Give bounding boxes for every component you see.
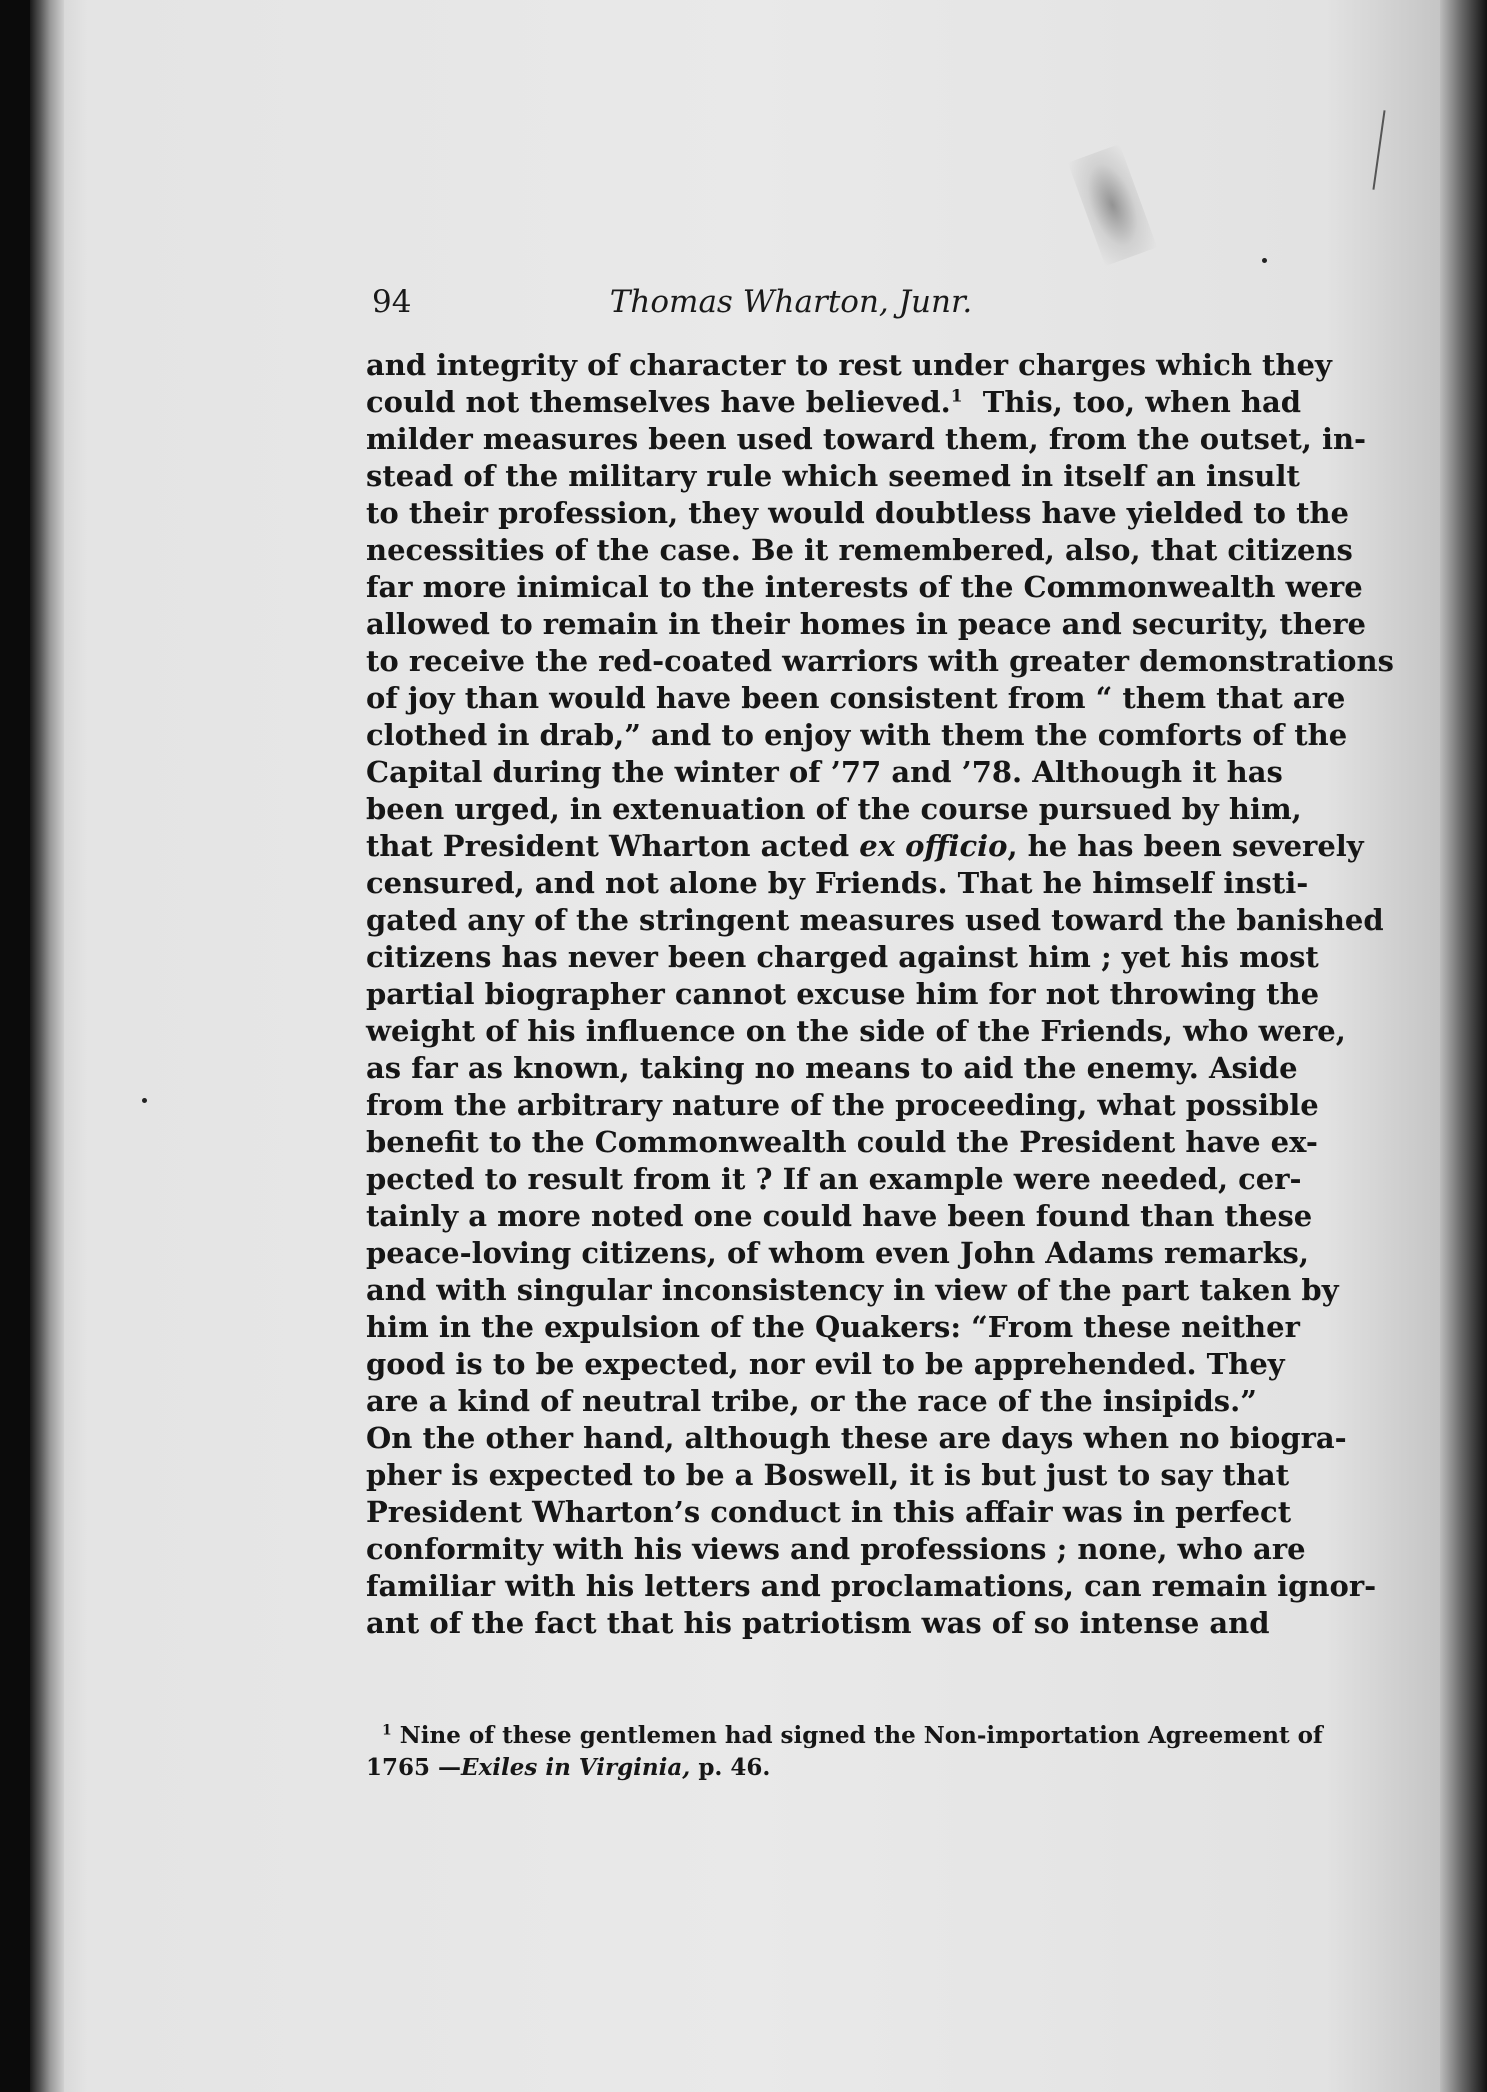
text-line: and with singular inconsistency in view of the part taken by [366, 1273, 1339, 1307]
text-line: of joy than would have been consistent from “ them that are [366, 681, 1346, 715]
text-line: clothed in drab,” and to enjoy with them the comforts of the [366, 718, 1348, 752]
text-line: pher is expected to be a Boswell, it is but just to say that [366, 1458, 1290, 1492]
text-line: citizens has never been charged against him ; yet his most [366, 940, 1319, 974]
text-line: pected to result from it ? If an example were needed, cer- [366, 1162, 1302, 1196]
italic-phrase: ex officio [859, 829, 1008, 863]
footnote [366, 1720, 1323, 1784]
text-line: to their profession, they would doubtless have yielded to the [366, 496, 1349, 530]
text-line: are a kind of neutral tribe, or the race of the insipids.” [366, 1384, 1257, 1418]
body-text [366, 347, 1394, 1642]
text-line: to receive the red-coated warriors with greater demonstrations [366, 644, 1394, 678]
text-line: peace-loving citizens, of whom even John Adams remarks, [366, 1236, 1309, 1270]
text-line: from the arbitrary nature of the proceeding, what possible [366, 1088, 1319, 1122]
text-line: ant of the fact that his patriotism was of so intense and [366, 1606, 1270, 1640]
italic-title: Exiles in Virginia, [461, 1754, 691, 1781]
speck [1262, 258, 1267, 263]
right-page-edge [1440, 0, 1487, 2092]
text-line: far more inimical to the interests of the Commonwealth were [366, 570, 1363, 604]
text-line [366, 384, 1302, 421]
text-line: gated any of the stringent measures used toward the banished [366, 903, 1384, 937]
text-line: as far as known, taking no means to aid the enemy. Aside [366, 1051, 1298, 1085]
text-line: partial biographer cannot excuse him for not throwing the [366, 977, 1320, 1011]
text-line: censured, and not alone by Friends. That he himself insti- [366, 866, 1309, 900]
footnote-reference: 1 [950, 386, 963, 407]
footnote-line [366, 1720, 1323, 1752]
left-binding-edge [30, 0, 64, 2092]
text-line: On the other hand, although these are days when no biogra- [366, 1421, 1347, 1455]
text-line: Capital during the winter of ’77 and ’78. Although it has [366, 755, 1283, 789]
text-line: and integrity of character to rest under charges which they [366, 348, 1332, 382]
page-number: 94 [372, 284, 412, 320]
speck [142, 1098, 147, 1103]
text-segment: could not themselves have believed. [366, 385, 951, 419]
text-line: tainly a more noted one could have been found than these [366, 1199, 1313, 1233]
text-line: benefit to the Commonwealth could the President have ex- [366, 1125, 1318, 1159]
text-segment: Nine of these gentlemen had signed the Non-importation Agreement of [399, 1722, 1323, 1749]
text-line: necessities of the case. Be it remembered, also, that citizens [366, 533, 1353, 567]
text-line: allowed to remain in their homes in peace and security, there [366, 607, 1367, 641]
text-line: been urged, in extenuation of the course pursued by him, [366, 792, 1302, 826]
text-segment: This, too, when had [982, 385, 1302, 419]
text-segment: that President Wharton acted [366, 829, 850, 863]
text-line: conformity with his views and professions ; none, who are [366, 1532, 1306, 1566]
text-line: him in the expulsion of the Quakers: “From these neither [366, 1310, 1300, 1344]
text-segment: 1765 — [366, 1754, 462, 1781]
text-line: stead of the military rule which seemed in itself an insult [366, 459, 1300, 493]
footnote-mark: 1 [382, 1722, 392, 1739]
footnote-line [366, 1752, 1210, 1784]
running-head: Thomas Wharton, Junr. [609, 284, 973, 320]
text-line: good is to be expected, nor evil to be apprehended. They [366, 1347, 1285, 1381]
page-header [372, 280, 1210, 328]
text-line: milder measures been used toward them, from the outset, in- [366, 422, 1367, 456]
text-line [366, 828, 1364, 865]
text-segment: p. 46. [698, 1754, 771, 1781]
text-segment: , he has been severely [1007, 829, 1364, 863]
text-line: weight of his influence on the side of the Friends, who were, [366, 1014, 1346, 1048]
text-line: President Wharton’s conduct in this affair was in perfect [366, 1495, 1292, 1529]
text-line: familiar with his letters and proclamations, can remain ignor- [366, 1569, 1377, 1603]
